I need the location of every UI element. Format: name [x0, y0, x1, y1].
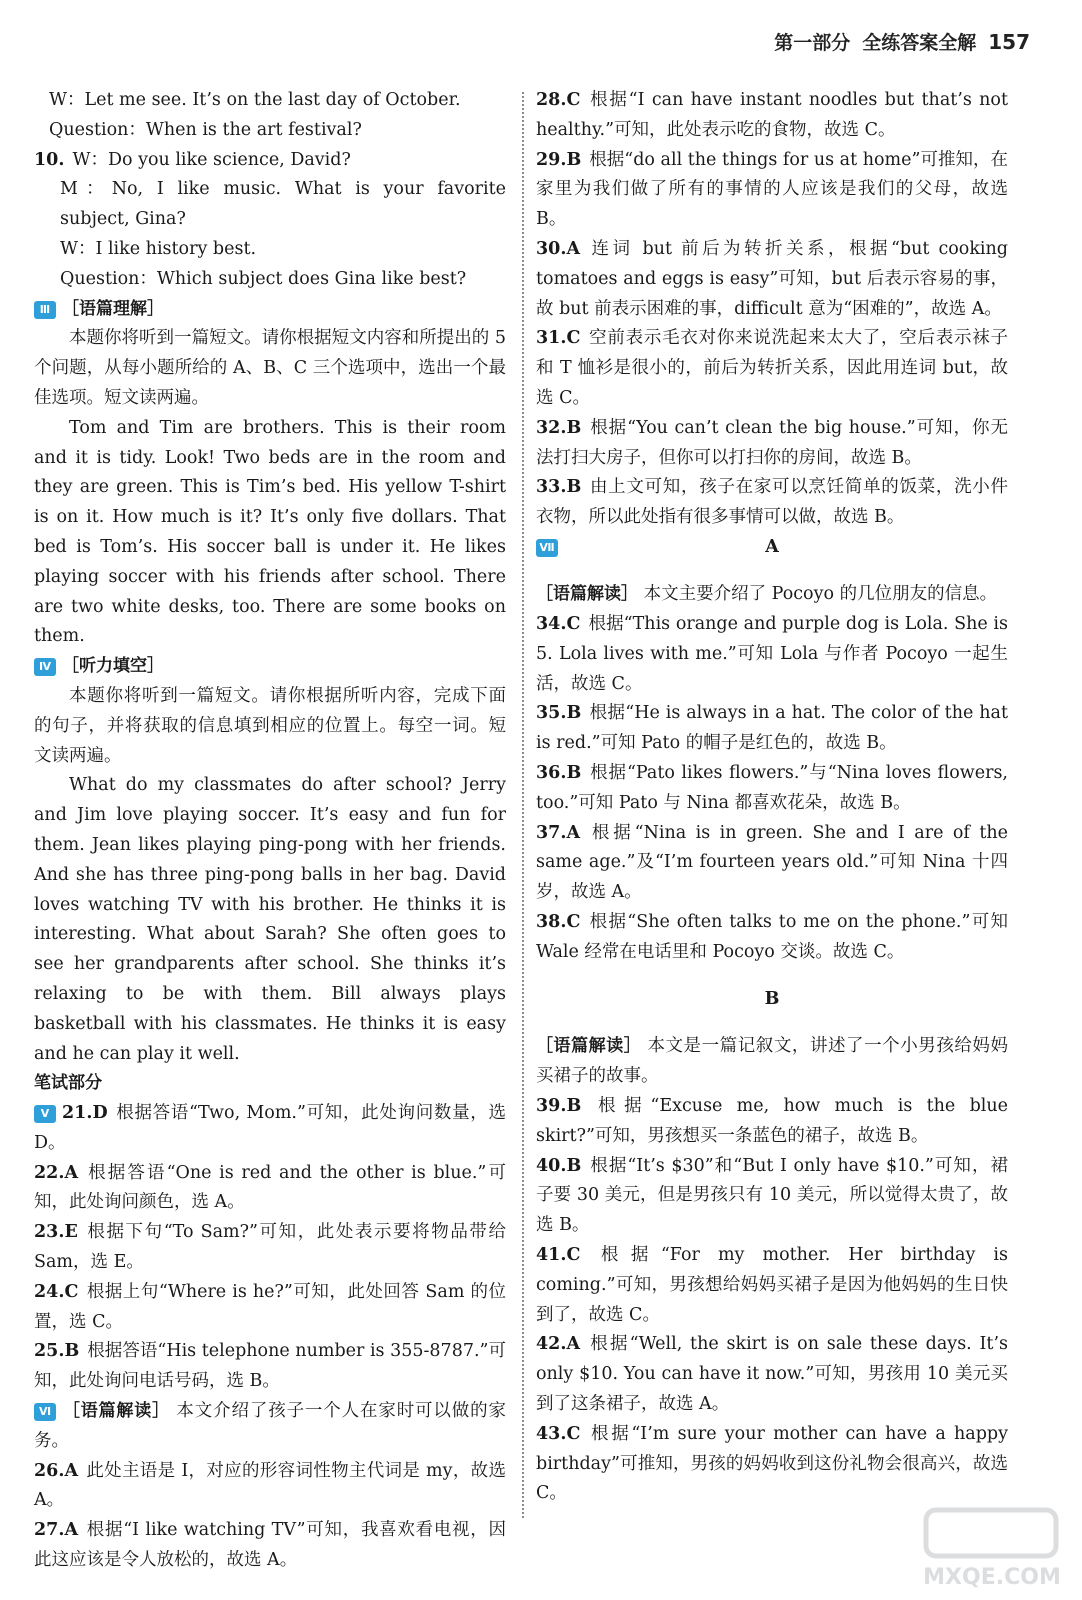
answer-28: 28.C 根据“I can have instant noodles but that’s not healthy.”可知，此处表示吃的食物，故选 C。: [536, 90, 1008, 140]
page-number: 157: [988, 30, 1030, 54]
part-b-summary: ［语篇解读］ 本文是一篇记叙文，讲述了一个小男孩给妈妈买裙子的故事。: [536, 1036, 1008, 1087]
item-number: 10.: [34, 149, 65, 170]
section-4-header: Ⅳ ［听力填空］: [34, 652, 506, 682]
section-6-header: Ⅵ ［语篇解读］ 本文介绍了孩子一个人在家时可以做的家务。: [34, 1401, 506, 1451]
answer-34: 34.C 根据“This orange and purple dog is Lola. She is 5. Lola lives with me.”可知 Lola 与作者 Pocoyo 一起生活，故选 C。: [536, 614, 1008, 694]
answer-31: 31.C 空前表示毛衣对你来说洗起来太大了，空后表示袜子和 T 恤衫是很小的，前后为转折关系，因此用连词 but，故选 C。: [536, 328, 1008, 408]
answer-40: 40.B 根据“It’s $30”和“But I only have $10.”可知，裙子要 30 美元，但是男孩只有 10 美元，所以觉得太贵了，故选 B。: [536, 1155, 1008, 1236]
question-line: Question：When is the art festival?: [49, 119, 362, 140]
part-a-summary: ［语篇解读］ 本文主要介绍了 Pocoyo 的几位朋友的信息。: [536, 584, 998, 605]
answer-35: 35.B 根据“He is always in a hat. The color of the hat is red.”可知 Pato 的帽子是红色的，故选 B。: [536, 703, 1008, 754]
answer-22: 22.A 根据答语“One is red and the other is blue.”可知，此处询问颜色，选 A。: [34, 1162, 506, 1213]
answer-24: 24.C 根据上句“Where is he?”可知，此处回答 Sam 的位置，选 C。: [34, 1281, 506, 1332]
written-part-heading: 笔试部分: [34, 1073, 102, 1094]
section-badge: Ⅵ: [34, 1403, 56, 1421]
section-badge: Ⅲ: [34, 301, 56, 319]
dialogue-line: W：Let me see. It’s on the last day of October.: [49, 90, 461, 110]
section-3-passage: Tom and Tim are brothers. This is their room and it is tidy. Look! Two beds are in the room and they are green. This is Tim’s bed. His yellow T-shirt is on it. How much is it? It’s only five dollars. That bed is Tom’s. His soccer ball is under it. He likes playing soccer with his friends after school. There are two white desks, too. There are some books on them.: [34, 417, 506, 647]
answer-39: 39.B 根据“Excuse me, how much is the blue skirt?”可知，男孩想买一条蓝色的裙子，故选 B。: [536, 1096, 1008, 1146]
watermark-logo: [912, 1504, 1072, 1594]
answer-32: 32.B 根据“You can’t clean the big house.”可知，你无法打扫大房子，但你可以打扫你的房间，故选 B。: [536, 417, 1008, 468]
part-a-heading: A: [765, 536, 779, 557]
header-book: 全练答案全解: [862, 32, 977, 54]
answer-30: 30.A 连词 but 前后为转折关系，根据“but cooking tomatoes and eggs is easy”可知，but 后表示容易的事，故 but 前表示困难的事，difficult 意为“困难的”，故选 A。: [536, 238, 1008, 319]
part-b-heading: B: [764, 989, 780, 1010]
section-4-instructions: 本题你将听到一篇短文。请你根据所听内容，完成下面的句子，并将获取的信息填到相应的位置上。每空一词。短文读两遍。: [34, 685, 506, 766]
answer-36: 36.B 根据“Pato likes flowers.”与“Nina loves flowers, too.”可知 Pato 与 Nina 都喜欢花朵，故选 B。: [536, 763, 1008, 813]
dialogue-line: W：I like history best.: [60, 238, 257, 259]
answer-37: 37.A 根据“Nina is in green. She and I are of the same age.”及“I’m fourteen years old.”可知 Nina 十四岁，故选 A。: [536, 822, 1008, 903]
dialogue-line: 10. W：Do you like science, David?: [34, 149, 351, 170]
section-badge: Ⅳ: [34, 658, 56, 676]
answer-27: 27.A 根据“I like watching TV”可知，我喜欢看电视，因此这应该是令人放松的，故选 A。: [34, 1520, 506, 1571]
section-3-instructions: 本题你将听到一篇短文。请你根据短文内容和所提出的 5 个问题，从每小题所给的 A、B、C 三个选项中，选出一个最佳选项。短文读两遍。: [34, 328, 506, 408]
answer-29: 29.B 根据“do all the things for us at home”可推知，在家里为我们做了所有的事情的人应该是我们的父母，故选 B。: [536, 149, 1008, 230]
answer-23: 23.E 根据下句“To Sam?”可知，此处表示要将物品带给 Sam，选 E。: [34, 1222, 506, 1273]
answer-26: 26.A 此处主语是 I，对应的形容词性物主代词是 my，故选 A。: [34, 1460, 506, 1511]
column-divider: [522, 92, 524, 1518]
question-line: Question：Which subject does Gina like best?: [60, 268, 467, 289]
section-badge: Ⅴ: [34, 1105, 56, 1123]
section-badge: Ⅶ: [536, 539, 558, 557]
dialogue-line: M：No, I like music. What is your favorite subject, Gina?: [60, 179, 506, 230]
watermark-text: MXQE.COM: [923, 1565, 1061, 1590]
page-header: [774, 28, 1030, 55]
answer-25: 25.B 根据答语“His telephone number is 355-8787.”可知，此处询问电话号码，选 B。: [34, 1341, 506, 1392]
answer-38: 38.C 根据“She often talks to me on the phone.”可知 Wale 经常在电话里和 Pocoyo 交谈。故选 C。: [536, 912, 1008, 962]
section-3-header: Ⅲ ［语篇理解］: [34, 295, 506, 325]
answer-41: 41.C 根据“For my mother. Her birthday is coming.”可知，男孩想给妈妈买裙子是因为他妈妈的生日快到了，故选 C。: [536, 1244, 1008, 1325]
left-column: [34, 86, 506, 1576]
right-column: [536, 86, 1008, 1509]
section-4-passage: What do my classmates do after school? Jerry and Jim love playing soccer. It’s easy and fun for them. Jean likes playing ping-pong with her friends. And she has three ping-pong balls in her bag. David loves watching TV with his brother. He thinks it is interesting. What about Sarah? She often goes to see her grandparents after school. She thinks it’s relaxing to be with them. Bill always plays basketball with his classmates. He thinks it is easy and he can play it well.: [34, 775, 506, 1064]
header-section: 第一部分: [774, 32, 851, 54]
answer-42: 42.A 根据“Well, the skirt is on sale these days. It’s only $10. You can have it now.”可知，男孩用 10 美元买到了这条裙子，故选 A。: [536, 1334, 1008, 1414]
answer-21: Ⅴ 21.D 根据答语“Two, Mom.”可知，此处询问数量，选 D。: [34, 1103, 506, 1153]
answer-43: 43.C 根据“I’m sure your mother can have a happy birthday”可推知，男孩的妈妈收到这份礼物会很高兴，故选 C。: [536, 1423, 1008, 1504]
answer-33: 33.B 由上文可知，孩子在家可以烹饪简单的饭菜，洗小件衣物，所以此处指有很多事情可以做，故选 B。: [536, 477, 1008, 528]
